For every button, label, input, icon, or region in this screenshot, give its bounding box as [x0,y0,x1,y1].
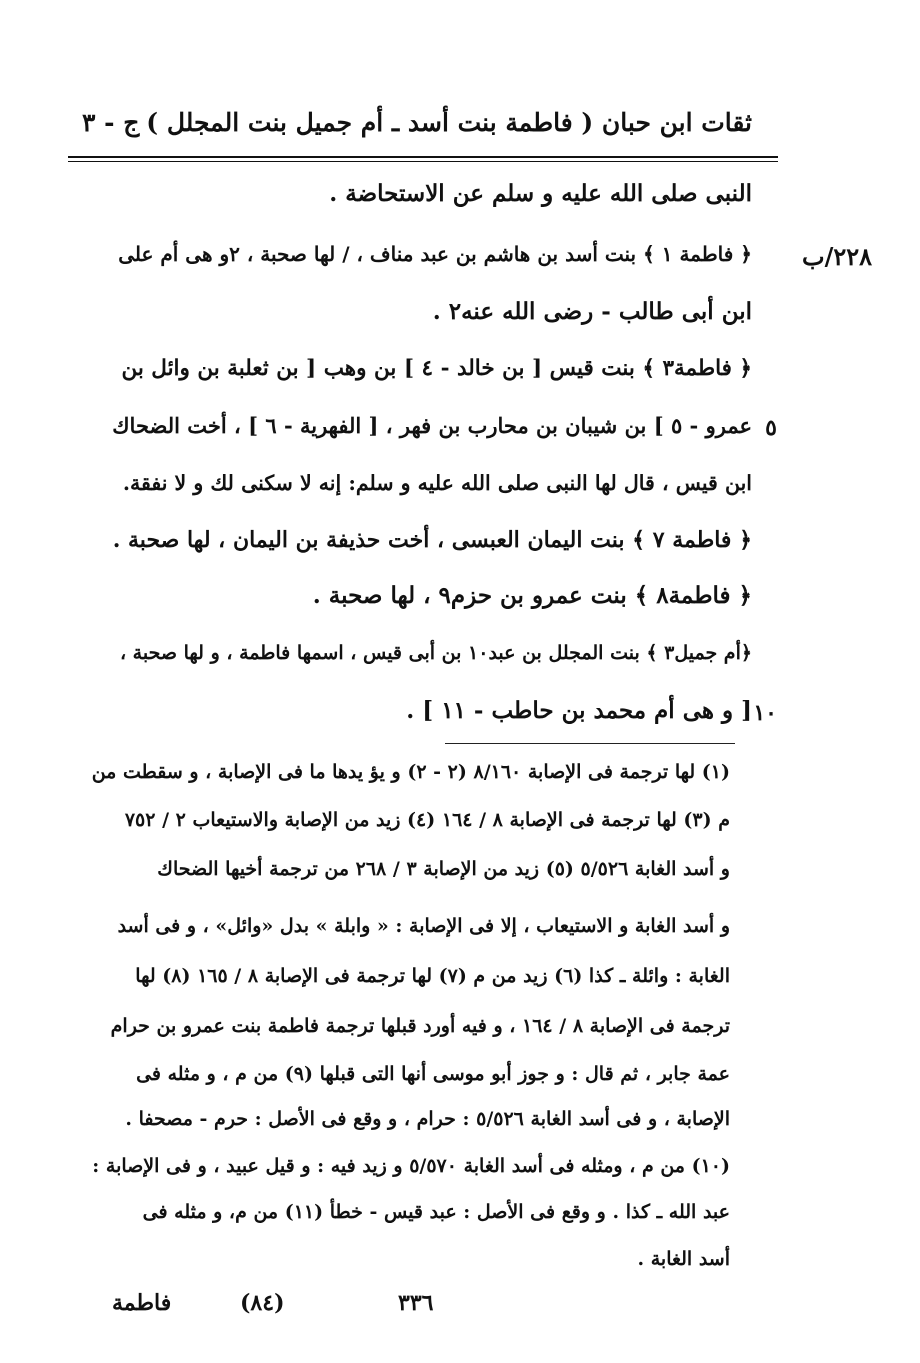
text-line: ﴿أم جميل٣ ﴾ بنت المجلل بن عبد١٠ بن أبى قيس ، اسمها فاطمة ، و لها صحبة ، [119,642,752,664]
text-line: ﴿ فاطمة٣ ﴾ بنت قيس [ بن خالد - ٤ ] بن وهب [ بن ثعلبة بن وائل بن [121,356,752,381]
header-title: ثقات ابن حبان ( فاطمة بنت أسد ـ أم جميل بنت المجلل ) [146,108,752,137]
header-volume: ج - ٣ [82,108,140,137]
text-line: ﴿ فاطمة ٧ ﴾ بنت اليمان العبسى ، أخت حذيفة بن اليمان ، لها صحبة . [112,527,752,553]
footnote-line: عبد الله ـ كذا . و وقع فى الأصل : عبد قيس - خطأ (١١) من م، و مثله فى [142,1201,730,1223]
footnote-line: أسد الغابة . [637,1248,730,1270]
folio-reference: ٢٢٨/ب [801,242,872,271]
footnote-separator [445,743,735,744]
footnote-line: م (٣) لها ترجمة فى الإصابة ٨ / ١٦٤ (٤) زيد من الإصابة والاستيعاب ٢ / ٧٥٢ [124,809,730,831]
text-line: عمرو - ٥ ] بن شيبان بن محارب بن فهر ، [ الفهرية - ٦ ] ، أخت الضحاك [112,413,752,438]
header-rule-bottom [68,161,778,162]
line-number-5: ٥ [765,415,777,441]
footnote-line: و أسد الغابة و الاستيعاب ، إلا فى الإصابة : « وابلة » بدل «وائل» ، و فى أسد [117,915,730,937]
header-rule-top [68,156,778,158]
running-header [82,108,752,148]
text-line: النبى صلى الله عليه و سلم عن الاستحاضة . [329,180,752,207]
line-number-10: ١٠ [753,700,777,726]
footnote-line: ترجمة فى الإصابة ٨ / ١٦٤ ، و فيه أورد قبلها ترجمة فاطمة بنت عمرو بن حرام [110,1015,730,1037]
text-line: ابن قيس ، قال لها النبى صلى الله عليه و سلم: إنه لا سكنى لك و لا نفقة. [122,471,752,495]
text-line: ﴿ فاطمة٨ ﴾ بنت عمرو بن حزم٩ ، لها صحبة . [312,582,752,609]
page-number: ٣٣٦ [398,1290,434,1316]
catchword: فاطمة [112,1290,172,1316]
text-line: ﴿ فاطمة ١ ﴾ بنت أسد بن هاشم بن عبد مناف ، / لها صحبة ، ٢و هى أم على [118,242,752,266]
footnote-line: و أسد الغابة ٥/٥٢٦ (٥) زيد من الإصابة ٣ / ٢٦٨ من ترجمة أخيها الضحاك [157,858,730,880]
text-line: ابن أبى طالب - رضى الله عنه٢ . [432,298,752,325]
footnote-line: الغابة : وائلة ـ كذا (٦) زيد من م (٧) لها ترجمة فى الإصابة ٨ / ١٦٥ (٨) لها [135,965,730,987]
footnote-line: الإصابة ، و فى أسد الغابة ٥/٥٢٦ : حرام ، و وقع فى الأصل : حرم - مصحفا . [125,1108,730,1130]
footnote-line: (١٠) من م ، ومثله فى أسد الغابة ٥/٥٧٠ و زيد فيه : و قيل عبيد ، و فى الإصابة : [92,1155,730,1177]
footnote-line: عمة جابر ، ثم قال : و جوز أبو موسى أنها التى قبلها (٩) من م ، و مثله فى [136,1063,730,1085]
signature-mark: (٨٤) [240,1290,285,1316]
text-line: [ و هى أم محمد بن حاطب - ١١ ] . [406,697,752,724]
footnote-line: (١) لها ترجمة فى الإصابة ٨/١٦٠ (٢ - ٢) و يؤ يدها ما فى الإصابة ، و سقطت من [91,761,730,783]
